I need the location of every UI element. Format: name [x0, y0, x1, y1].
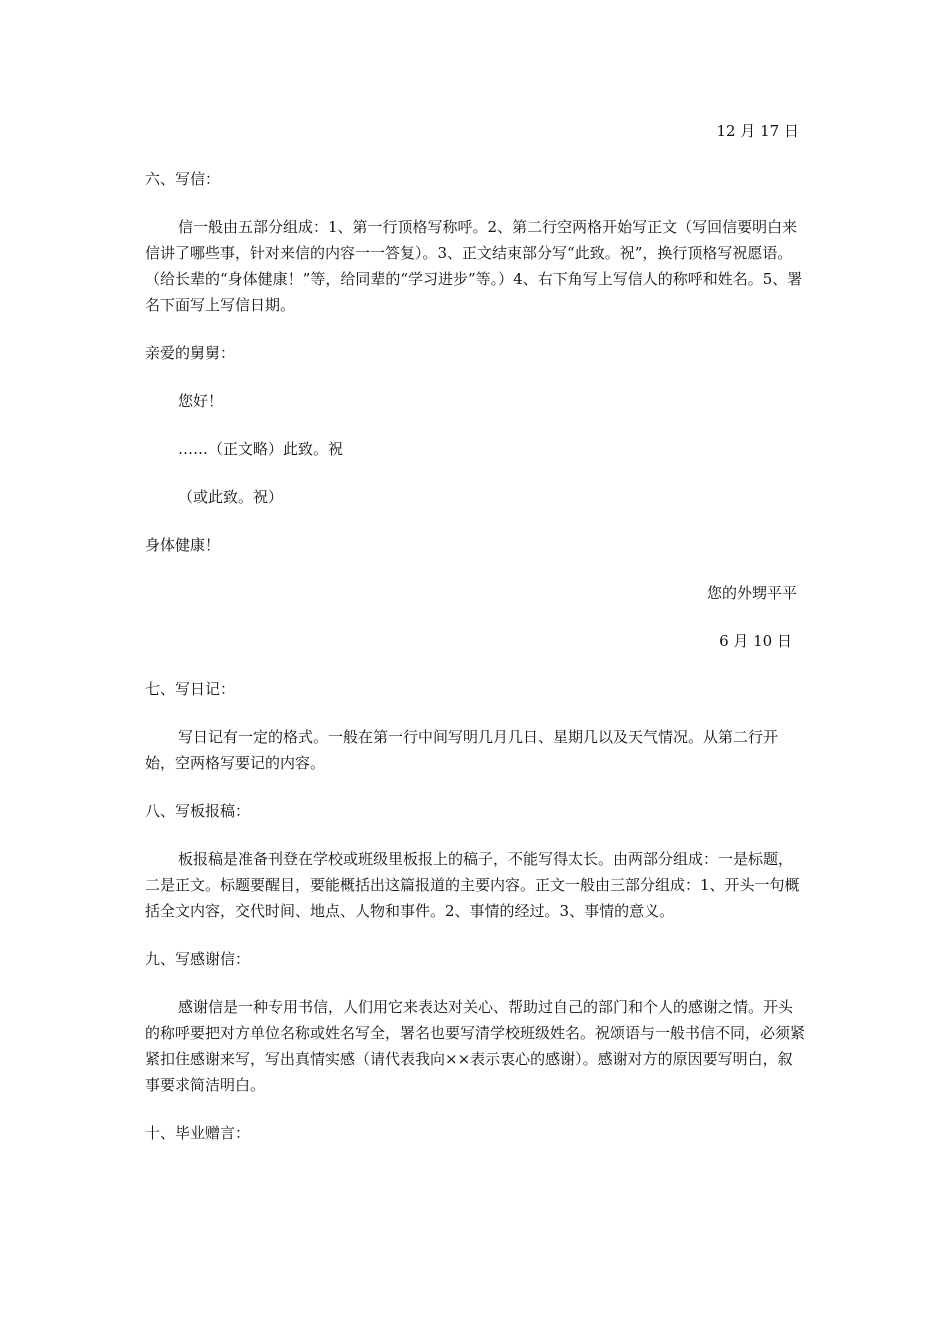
- spacer: [145, 414, 807, 436]
- section-7-body: 写日记有一定的格式。一般在第一行中间写明几月几日、星期几以及天气情况。从第二行开始，空两格写要记的内容。: [145, 728, 779, 772]
- spacer: [145, 972, 807, 994]
- section-6-body: 信一般由五部分组成：1、第一行顶格写称呼。2、第二行空两格开始写正文（写回信要明白来信讲了哪些事，针对来信的内容一一答复）。3、正文结束部分写“此致。祝”，换行顶格写祝愿语。（给长辈的“身体健康！”等，给同辈的“学习进步”等。）4、右下角写上写信人的称呼和姓名。5、署名下面写上写信日期。: [145, 218, 803, 314]
- section-9-heading: 九、写感谢信：: [145, 950, 251, 968]
- section-6-heading: 六、写信：: [145, 170, 221, 188]
- spacer: [145, 192, 807, 214]
- letter-alt: （或此致。祝）: [178, 488, 284, 506]
- spacer: [145, 606, 807, 628]
- document-page: [145, 118, 807, 1146]
- spacer: [145, 1098, 807, 1120]
- spacer: [145, 824, 807, 846]
- spacer: [145, 924, 807, 946]
- letter-salutation: 亲爱的舅舅：: [145, 344, 236, 362]
- spacer: [145, 144, 807, 166]
- spacer: [145, 318, 807, 340]
- spacer: [145, 558, 807, 580]
- section-8-body: 板报稿是准备刊登在学校或班级里板报上的稿子，不能写得太长。由两部分组成：一是标题，二是正文。标题要醒目，要能概括出这篇报道的主要内容。正文一般由三部分组成：1、开头一句概括全文内容，交代时间、地点、人物和事件。2、事情的经过。3、事情的意义。: [145, 850, 800, 920]
- section-7-heading: 七、写日记：: [145, 680, 236, 698]
- letter-wish: 身体健康！: [145, 536, 221, 554]
- section-9-body: 感谢信是一种专用书信，人们用它来表达对关心、帮助过自己的部门和个人的感谢之情。开头的称呼要把对方单位名称或姓名写全，署名也要写清学校班级姓名。祝颂语与一般书信不同，必须紧紧扣住感谢来写，写出真情实感（请代表我向××表示衷心的感谢）。感谢对方的原因要写明白，叙事要求简洁明白。: [145, 998, 806, 1094]
- spacer: [145, 654, 807, 676]
- section-8-heading: 八、写板报稿：: [145, 802, 251, 820]
- letter-greeting: 您好！: [178, 392, 224, 410]
- section-10-heading: 十、毕业赠言：: [145, 1124, 251, 1142]
- spacer: [145, 702, 807, 724]
- letter-date: 6 月 10 日: [719, 632, 792, 650]
- spacer: [145, 776, 807, 798]
- date-top: 12 月 17 日: [716, 122, 799, 140]
- spacer: [145, 462, 807, 484]
- letter-body: ……（正文略）此致。祝: [178, 440, 344, 458]
- letter-signature: 您的外甥平平: [706, 584, 797, 602]
- spacer: [145, 510, 807, 532]
- spacer: [145, 366, 807, 388]
